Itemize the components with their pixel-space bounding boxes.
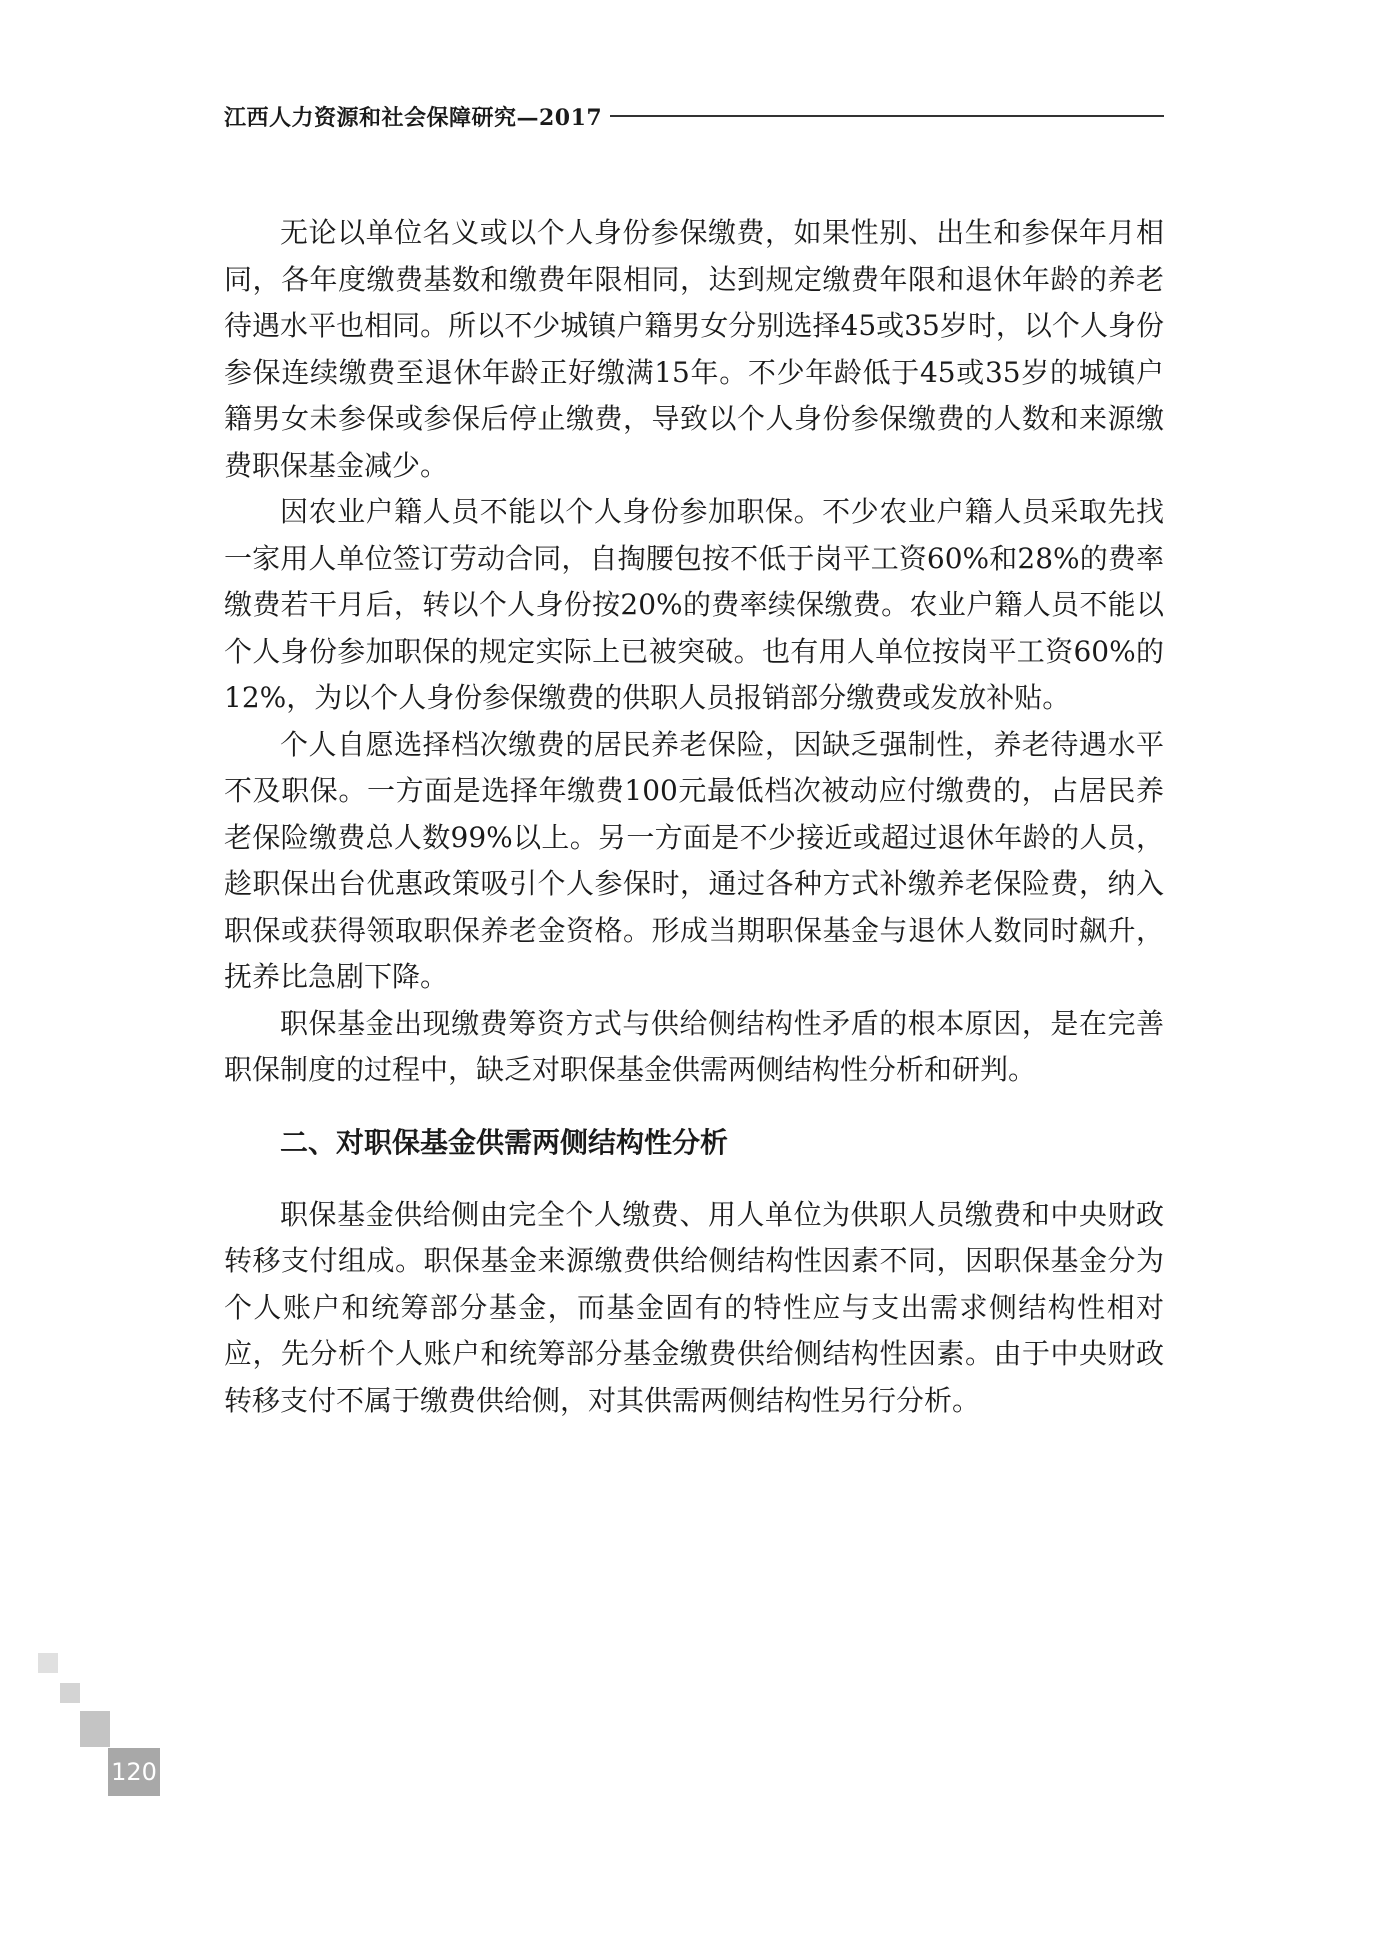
header-rule (610, 115, 1164, 117)
page-number: 120 (111, 1758, 157, 1786)
paragraph: 职保基金出现缴费筹资方式与供给侧结构性矛盾的根本原因，是在完善职保制度的过程中，缺乏对职保基金供需两侧结构性分析和研判。 (224, 1006, 1164, 1086)
decorative-square (60, 1683, 80, 1703)
section-heading: 二、对职保基金供需两侧结构性分析 (280, 1125, 729, 1159)
paragraph: 无论以单位名义或以个人身份参保缴费，如果性别、出生和参保年月相同，各年度缴费基数和缴费年限相同，达到规定缴费年限和退休年龄的养老待遇水平也相同。所以不少城镇户籍男女分别选择45或35岁时，以个人身份参保连续缴费至退休年龄正好缴满15年。不少年龄低于45或35岁的城镇户籍男女未参保或参保后停止缴费，导致以个人身份参保缴费的人数和来源缴费职保基金减少。 (224, 216, 1164, 482)
running-header (224, 98, 1164, 134)
page-number-box (108, 1748, 160, 1796)
paragraph: 个人自愿选择档次缴费的居民养老保险，因缺乏强制性，养老待遇水平不及职保。一方面是选择年缴费100元最低档次被动应付缴费的，占居民养老保险缴费总人数99%以上。另一方面是不少接近或超过退休年龄的人员，趁职保出台优惠政策吸引个人参保时，通过各种方式补缴养老保险费，纳入职保或获得领取职保养老金资格。形成当期职保基金与退休人数同时飙升，抚养比急剧下降。 (224, 727, 1164, 993)
decorative-square (80, 1711, 110, 1747)
decorative-square (38, 1653, 58, 1673)
paragraph: 因农业户籍人员不能以个人身份参加职保。不少农业户籍人员采取先找一家用人单位签订劳动合同，自掏腰包按不低于岗平工资60%和28%的费率缴费若干月后，转以个人身份按20%的费率续保缴费。农业户籍人员不能以个人身份参加职保的规定实际上已被突破。也有用人单位按岗平工资60%的12%，为以个人身份参保缴费的供职人员报销部分缴费或发放补贴。 (224, 495, 1164, 714)
paragraph: 职保基金供给侧由完全个人缴费、用人单位为供职人员缴费和中央财政转移支付组成。职保基金来源缴费供给侧结构性因素不同，因职保基金分为个人账户和统筹部分基金，而基金固有的特性应与支出需求侧结构性相对应，先分析个人账户和统筹部分基金缴费供给侧结构性因素。由于中央财政转移支付不属于缴费供给侧，对其供需两侧结构性另行分析。 (224, 1197, 1164, 1417)
journal-title: 江西人力资源和社会保障研究—2017 (224, 104, 603, 131)
body-text (224, 210, 1164, 1424)
